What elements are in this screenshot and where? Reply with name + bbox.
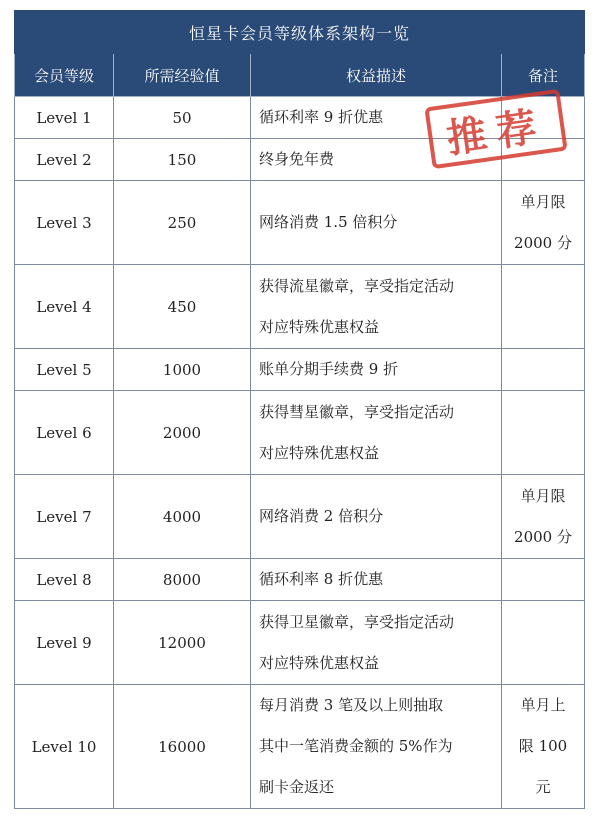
cell-exp: 2000: [114, 391, 251, 475]
cell-exp: 4000: [114, 475, 251, 559]
table-header-row: [15, 54, 585, 97]
benefit-line: 获得流星徽章，享受指定活动: [259, 276, 455, 295]
cell-level: Level 10: [15, 685, 114, 809]
table-row: [15, 559, 585, 601]
table-row: [15, 349, 585, 391]
cell-exp: 250: [114, 181, 251, 265]
note-line: 单月限: [520, 192, 566, 211]
table-row: [15, 685, 585, 809]
cell-note: [502, 475, 585, 559]
cell-note: [502, 181, 585, 265]
table-row: [15, 475, 585, 559]
cell-benefit: [251, 391, 502, 475]
cell-exp: 12000: [114, 601, 251, 685]
cell-note: [502, 559, 585, 601]
cell-level: Level 2: [15, 139, 114, 181]
cell-note: [502, 685, 585, 809]
cell-benefit: [251, 265, 502, 349]
cell-level: Level 9: [15, 601, 114, 685]
benefit-line: 其中一笔消费金额的 5%作为: [259, 737, 453, 755]
cell-benefit: [251, 475, 502, 559]
benefit-line: 循环利率 8 折优惠: [259, 570, 384, 588]
benefit-line: 获得卫星徽章，享受指定活动: [259, 612, 455, 631]
cell-level: Level 4: [15, 265, 114, 349]
header-exp: 所需经验值: [114, 54, 251, 97]
note-line: 元: [535, 778, 551, 796]
cell-note: [502, 349, 585, 391]
cell-level: Level 8: [15, 559, 114, 601]
cell-exp: 8000: [114, 559, 251, 601]
benefit-line: 网络消费 1.5 倍积分: [259, 213, 398, 231]
benefit-line: 账单分期手续费 9 折: [259, 360, 399, 378]
cell-benefit: [251, 559, 502, 601]
note-line: 限 100: [518, 737, 568, 755]
benefit-line: 对应特殊优惠权益: [259, 443, 380, 462]
benefit-line: 对应特殊优惠权益: [259, 653, 380, 672]
cell-level: Level 6: [15, 391, 114, 475]
table-row: [15, 601, 585, 685]
benefit-line: 对应特殊优惠权益: [259, 317, 380, 336]
benefit-line: 每月消费 3 笔及以上则抽取: [259, 696, 444, 714]
cell-exp: 16000: [114, 685, 251, 809]
table-title: 恒星卡会员等级体系架构一览: [15, 11, 585, 54]
benefit-line: 循环利率 9 折优惠: [259, 108, 384, 126]
cell-level: Level 5: [15, 349, 114, 391]
cell-exp: 450: [114, 265, 251, 349]
recommend-stamp: 推荐: [424, 89, 567, 169]
note-line: 单月限: [520, 486, 566, 505]
benefit-line: 终身免年费: [259, 150, 335, 168]
cell-benefit: [251, 181, 502, 265]
benefit-line: 获得彗星徽章，享受指定活动: [259, 402, 455, 421]
table-row: [15, 181, 585, 265]
header-benefit: 权益描述: [251, 54, 502, 97]
note-line: 2000 分: [514, 233, 572, 252]
note-line: 单月上: [520, 696, 566, 714]
table-row: [15, 265, 585, 349]
cell-level: Level 7: [15, 475, 114, 559]
cell-exp: 1000: [114, 349, 251, 391]
benefit-line: 网络消费 2 倍积分: [259, 507, 384, 525]
cell-level: Level 1: [15, 97, 114, 139]
cell-benefit: [251, 685, 502, 809]
header-note: 备注: [502, 54, 585, 97]
cell-exp: 150: [114, 139, 251, 181]
cell-benefit: [251, 601, 502, 685]
table-body: [15, 97, 585, 809]
benefit-line: 刷卡金返还: [259, 778, 335, 796]
cell-benefit: [251, 349, 502, 391]
cell-note: [502, 601, 585, 685]
cell-note: [502, 265, 585, 349]
note-line: 2000 分: [514, 527, 572, 546]
header-level: 会员等级: [15, 54, 114, 97]
table-title-row: [15, 11, 585, 54]
cell-exp: 50: [114, 97, 251, 139]
cell-level: Level 3: [15, 181, 114, 265]
table-row: [15, 391, 585, 475]
cell-note: [502, 391, 585, 475]
